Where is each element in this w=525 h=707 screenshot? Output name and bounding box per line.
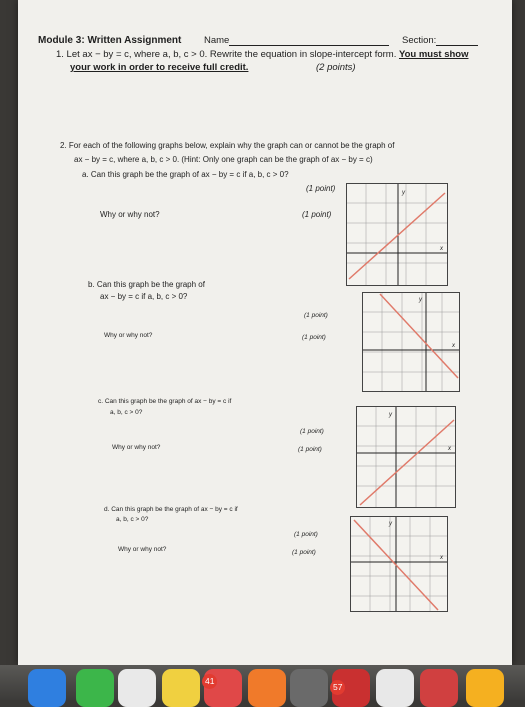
graph-a-y-label: y (402, 190, 405, 196)
graph-d-x-label: x (440, 555, 443, 561)
name-label-text: Name (204, 35, 230, 46)
q1-line2 (70, 62, 248, 73)
name-label (204, 35, 389, 46)
q2b-points2: (1 point) (302, 334, 326, 341)
graph-d (350, 516, 448, 612)
q2c-points1: (1 point) (300, 428, 324, 435)
safari-icon[interactable] (28, 669, 66, 707)
section-label (402, 35, 478, 46)
app-icon-orange[interactable] (248, 669, 286, 707)
q2b-why: Why or why not? (104, 332, 153, 339)
graph-a (346, 183, 448, 286)
graph-c-x-label: x (448, 446, 451, 452)
graph-a-x-label: x (440, 246, 443, 252)
q2b-question-line1: b. Can this graph be the graph of (88, 280, 205, 289)
q2d-points1: (1 point) (294, 531, 318, 538)
q2c-question-line1: c. Can this graph be the graph of ax − by = c if (98, 398, 232, 405)
q2c-question-line2: a, b, c > 0? (110, 409, 143, 416)
notes-icon[interactable] (162, 669, 200, 707)
q1-line1 (56, 49, 468, 60)
q2c-why: Why or why not? (112, 444, 161, 451)
graph-b (362, 292, 460, 392)
app-icon-white[interactable] (376, 669, 414, 707)
q1-must-show: You must show (398, 49, 469, 60)
q1-text: 1. Let ax − by = c, where a, b, c > 0. Rewrite the equation in slope-intercept form. (56, 49, 397, 60)
app-icon-yellow[interactable] (466, 669, 504, 707)
graph-c (356, 406, 456, 508)
q2a-points1: (1 point) (306, 184, 336, 193)
q2b-points1: (1 point) (304, 312, 328, 319)
calendar-icon[interactable] (118, 669, 156, 707)
q2c-points2: (1 point) (298, 446, 322, 453)
q2d-question-line2: a, b, c > 0? (116, 516, 149, 523)
q2b-question-line2: ax − by = c if a, b, c > 0? (100, 292, 188, 301)
q2d-question-line1: d. Can this graph be the graph of ax − by = c if (104, 506, 238, 513)
graph-d-y-label: y (389, 521, 392, 527)
section-blank (436, 45, 478, 46)
module-title: Module 3: Written Assignment (38, 35, 182, 46)
q1-points: (2 points) (316, 62, 356, 73)
app-icon-red-2[interactable] (420, 669, 458, 707)
worksheet-page (18, 0, 512, 665)
section-label-text: Section: (402, 35, 437, 46)
q1-line2-text: your work in order to receive full credit. (70, 62, 249, 73)
badge-left: 41 (202, 674, 217, 689)
q2a-question: a. Can this graph be the graph of ax − by = c if a, b, c > 0? (82, 170, 289, 179)
q2a-why: Why or why not? (100, 210, 160, 219)
name-blank (229, 45, 389, 46)
app-icon-grey[interactable] (290, 669, 328, 707)
q2a-points2: (1 point) (302, 210, 332, 219)
q2-line2: ax − by = c, where a, b, c > 0. (Hint: Only one graph can be the graph of ax − by = c) (74, 155, 373, 164)
graph-b-y-label: y (419, 297, 422, 303)
badge-right: 57 (330, 680, 345, 695)
graph-c-y-label: y (389, 412, 392, 418)
facetime-icon[interactable] (76, 669, 114, 707)
q2d-why: Why or why not? (118, 546, 167, 553)
q2-line1: 2. For each of the following graphs below, explain why the graph can or cannot be the graph of (60, 141, 395, 150)
q2d-points2: (1 point) (292, 549, 316, 556)
graph-b-x-label: x (452, 343, 455, 349)
